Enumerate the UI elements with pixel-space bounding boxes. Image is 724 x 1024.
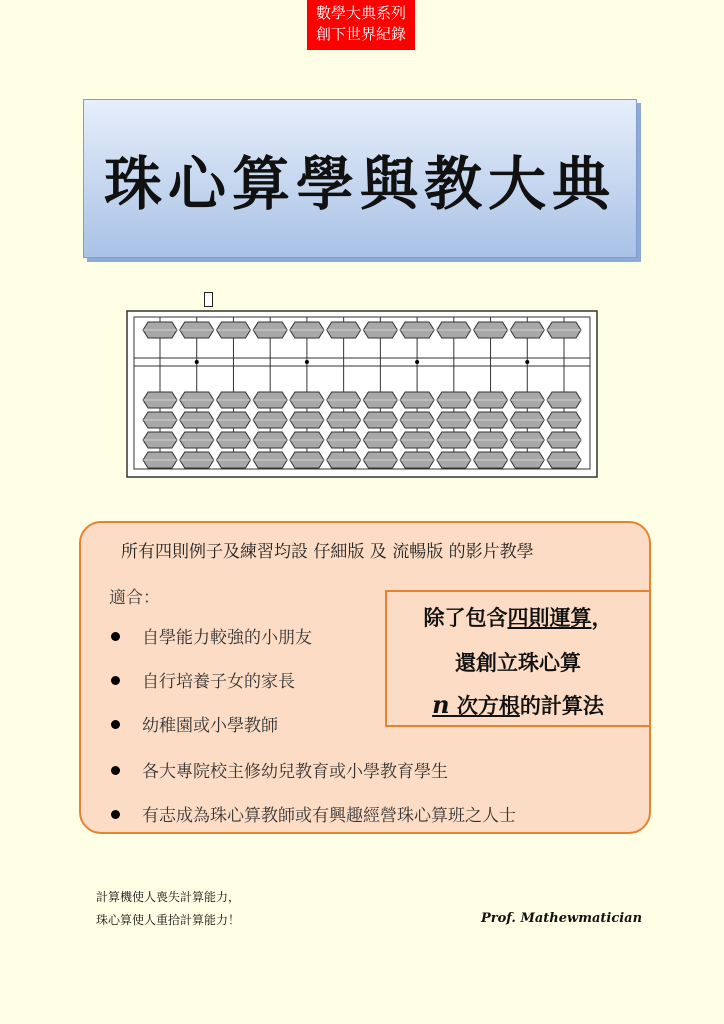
series-line-1: 數學大典系列: [315, 4, 406, 22]
footer-quote: [96, 886, 240, 932]
author-signature: Prof. Mathewmatician: [481, 911, 643, 926]
panel-heading: 所有四則例子及練習均設 仔細版 及 流暢版 的影片教學: [121, 542, 534, 562]
audience-item: [111, 667, 295, 692]
book-title: 珠心算學與教大典: [103, 149, 616, 218]
highlight-underlined-text: 四則運算: [507, 605, 592, 630]
bullet-icon: [111, 766, 120, 775]
highlight-text: 除了包含: [423, 605, 508, 630]
bullet-icon: [111, 720, 120, 729]
highlight-text: 的計算法: [519, 693, 604, 718]
highlight-line-2: 還創立珠心算: [455, 650, 581, 675]
quote-line-1: 計算機使人喪失計算能力，: [96, 890, 241, 904]
series-line-2: 創下世界紀錄: [315, 25, 406, 43]
audience-item-label: 各大專院校主修幼兒教育或小學教育學生: [142, 762, 448, 782]
bullet-icon: [111, 632, 120, 641]
highlight-box: [385, 590, 651, 727]
highlight-line-1: [387, 602, 649, 632]
audience-item-label: 幼稚園或小學教師: [142, 716, 278, 736]
suitable-label: 適合：: [109, 588, 160, 608]
audience-item: [111, 801, 516, 826]
series-badge: [307, 0, 415, 50]
unit-marker-dot: [305, 360, 309, 364]
abacus-illustration: [126, 308, 598, 478]
unit-marker-dot: [415, 360, 419, 364]
audience-item-label: 有志成為珠心算教師或有興趣經營珠心算班之人士: [142, 806, 516, 826]
audience-item: [111, 711, 278, 736]
bullet-icon: [111, 676, 120, 685]
audience-item-label: 自行培養子女的家長: [142, 672, 295, 692]
quote-line-2: 珠心算使人重拾計算能力！: [96, 913, 241, 927]
title-banner: [83, 99, 637, 258]
unit-marker-dot: [195, 360, 199, 364]
audience-item-label: 自學能力較強的小朋友: [142, 628, 312, 648]
abacus-tab: [204, 292, 213, 307]
highlight-underlined-text: 次方根: [449, 693, 520, 718]
audience-item: [111, 757, 448, 782]
n-variable: n: [432, 690, 450, 719]
highlight-text: ，: [591, 605, 613, 630]
audience-item: [111, 623, 312, 648]
bullet-icon: [111, 810, 120, 819]
unit-marker-dot: [525, 360, 529, 364]
highlight-line-3: [387, 690, 649, 720]
